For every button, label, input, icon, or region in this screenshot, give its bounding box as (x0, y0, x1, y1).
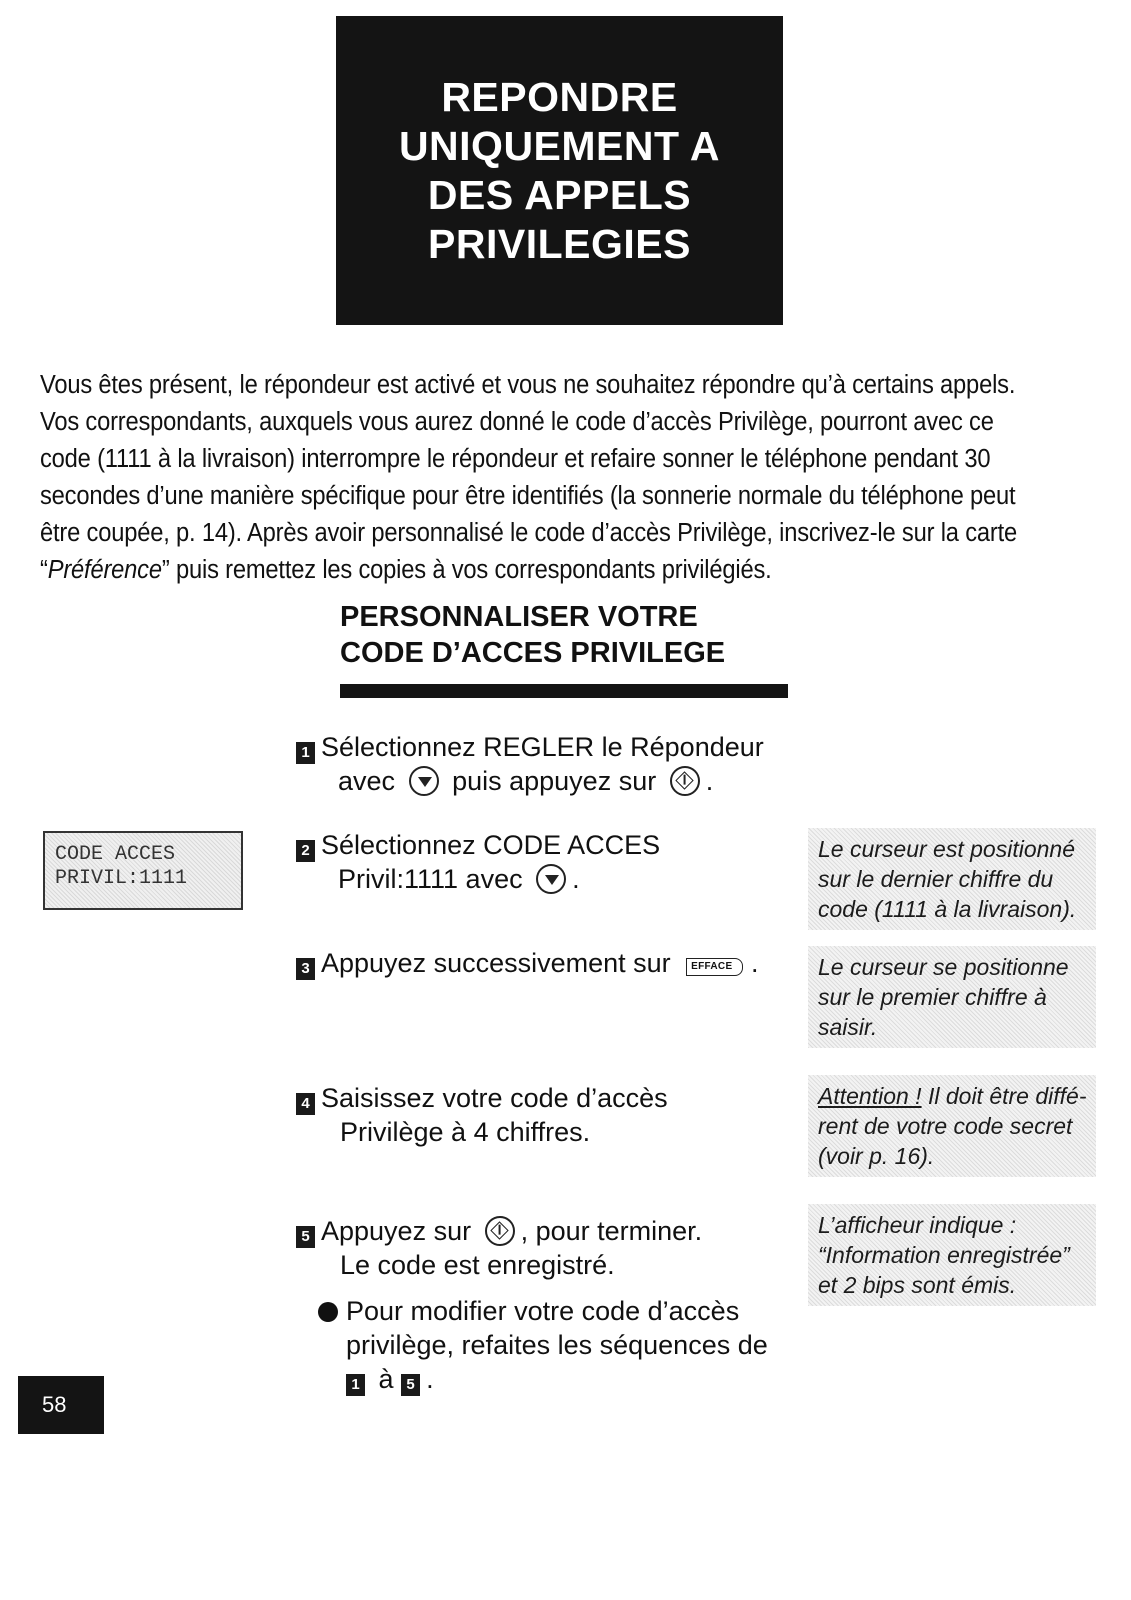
side-note-warning (808, 1075, 1096, 1177)
note-line: sur le premier chiffre à (818, 984, 1047, 1010)
down-arrow-button-icon (536, 864, 566, 894)
lcd-display (43, 831, 243, 910)
step-number: 1 (296, 742, 315, 764)
step-text: Saisissez votre code d’accès (321, 1083, 668, 1113)
title-line: PRIVILEGIES (428, 220, 691, 267)
step-number: 1 (346, 1374, 365, 1396)
note-line: sur le dernier chiffre du (818, 866, 1054, 892)
step-number: 3 (296, 958, 315, 980)
section-title-line: PERSONNALISER VOTRE (340, 601, 698, 633)
bullet-text: privilège, refaites les séquences de (346, 1330, 768, 1360)
step-text: Privilège à 4 chiffres. (340, 1117, 591, 1147)
step-text: . (705, 766, 714, 796)
step-number: 5 (296, 1226, 315, 1248)
page-number: 58 (18, 1376, 104, 1434)
note-lead: Attention ! (818, 1083, 922, 1109)
bullet-text: . (426, 1364, 434, 1394)
step-text: Sélectionnez CODE ACCES (321, 830, 661, 860)
bullet-text: Pour modifier votre code d’accès (346, 1296, 740, 1326)
note-line: Le curseur est positionné (818, 836, 1075, 862)
lcd-line: CODE ACCES (55, 843, 176, 866)
title-line: DES APPELS (427, 171, 692, 218)
lcd-line: PRIVIL:1111 (55, 867, 188, 890)
step-text: puis appuyez sur (452, 766, 657, 796)
efface-key-icon: EFFACE (686, 958, 743, 976)
step-number: 2 (296, 840, 315, 862)
side-note (808, 1204, 1096, 1306)
side-note (808, 828, 1096, 930)
chapter-title (336, 16, 783, 325)
note-line: L’afficheur indique : (818, 1212, 1017, 1238)
note-line: Il doit être diffé- (921, 1083, 1087, 1109)
card-name: Préférence (47, 556, 162, 584)
note-line: rent de votre code secret (818, 1113, 1073, 1139)
section-rule (340, 684, 788, 698)
step-text: . (572, 864, 580, 894)
bullet-dot-icon (318, 1302, 338, 1322)
step-text: . (750, 948, 759, 978)
title-line: REPONDRE (441, 73, 678, 120)
note-line: Le curseur se positionne (818, 954, 1069, 980)
step-3 (296, 946, 796, 980)
note-line: saisir. (818, 1014, 878, 1040)
section-title-line: CODE D’ACCES PRIVILEGE (340, 637, 726, 669)
step-5 (296, 1214, 796, 1282)
note-line: “Information enregistrée” (818, 1242, 1070, 1268)
step-text: Appuyez successivement sur (321, 948, 671, 978)
ok-button-icon (670, 766, 700, 796)
down-arrow-button-icon (409, 766, 439, 796)
note-line: et 2 bips sont émis. (818, 1272, 1017, 1298)
step-2 (296, 828, 796, 896)
side-note (808, 946, 1096, 1048)
bullet-note (318, 1294, 798, 1396)
intro-paragraph (40, 367, 1040, 589)
step-text: Privil:1111 avec (338, 864, 523, 894)
intro-text-end: ” puis remettez les copies à vos correspondants privilégiés. (161, 556, 772, 584)
title-line: UNIQUEMENT A (398, 122, 721, 169)
step-1 (296, 730, 796, 798)
section-heading (340, 599, 790, 671)
step-text: Le code est enregistré. (340, 1250, 615, 1280)
ok-button-icon (485, 1216, 515, 1246)
step-number: 5 (401, 1374, 420, 1396)
step-text: , pour terminer. (520, 1216, 703, 1246)
step-number: 4 (296, 1093, 315, 1115)
step-4 (296, 1081, 796, 1149)
note-line: code (1111 à la livraison). (818, 896, 1077, 922)
step-text: Appuyez sur (321, 1216, 472, 1246)
bullet-text: à (378, 1364, 394, 1394)
note-line: (voir p. 16). (818, 1143, 935, 1169)
step-text: Sélectionnez REGLER le Répondeur (321, 732, 764, 762)
step-text: avec (338, 766, 396, 796)
intro-text: Vous êtes présent, le répondeur est activé et vous ne souhaitez répondre qu’à certains appels. Vos correspondants, auxquels vous aurez donné le code d’accès Privilège, pourront avec ce code (1111 à la livraison) interrompre le répondeur et refaire sonner le téléphone pendant 30 secondes d’une manière spécifique pour être identifiés (la sonnerie normale du téléphone peut être coupée, p. 14). Après avoir personnalisé le code d’accès Privilège, inscrivez-le sur la carte “ (40, 371, 1017, 584)
